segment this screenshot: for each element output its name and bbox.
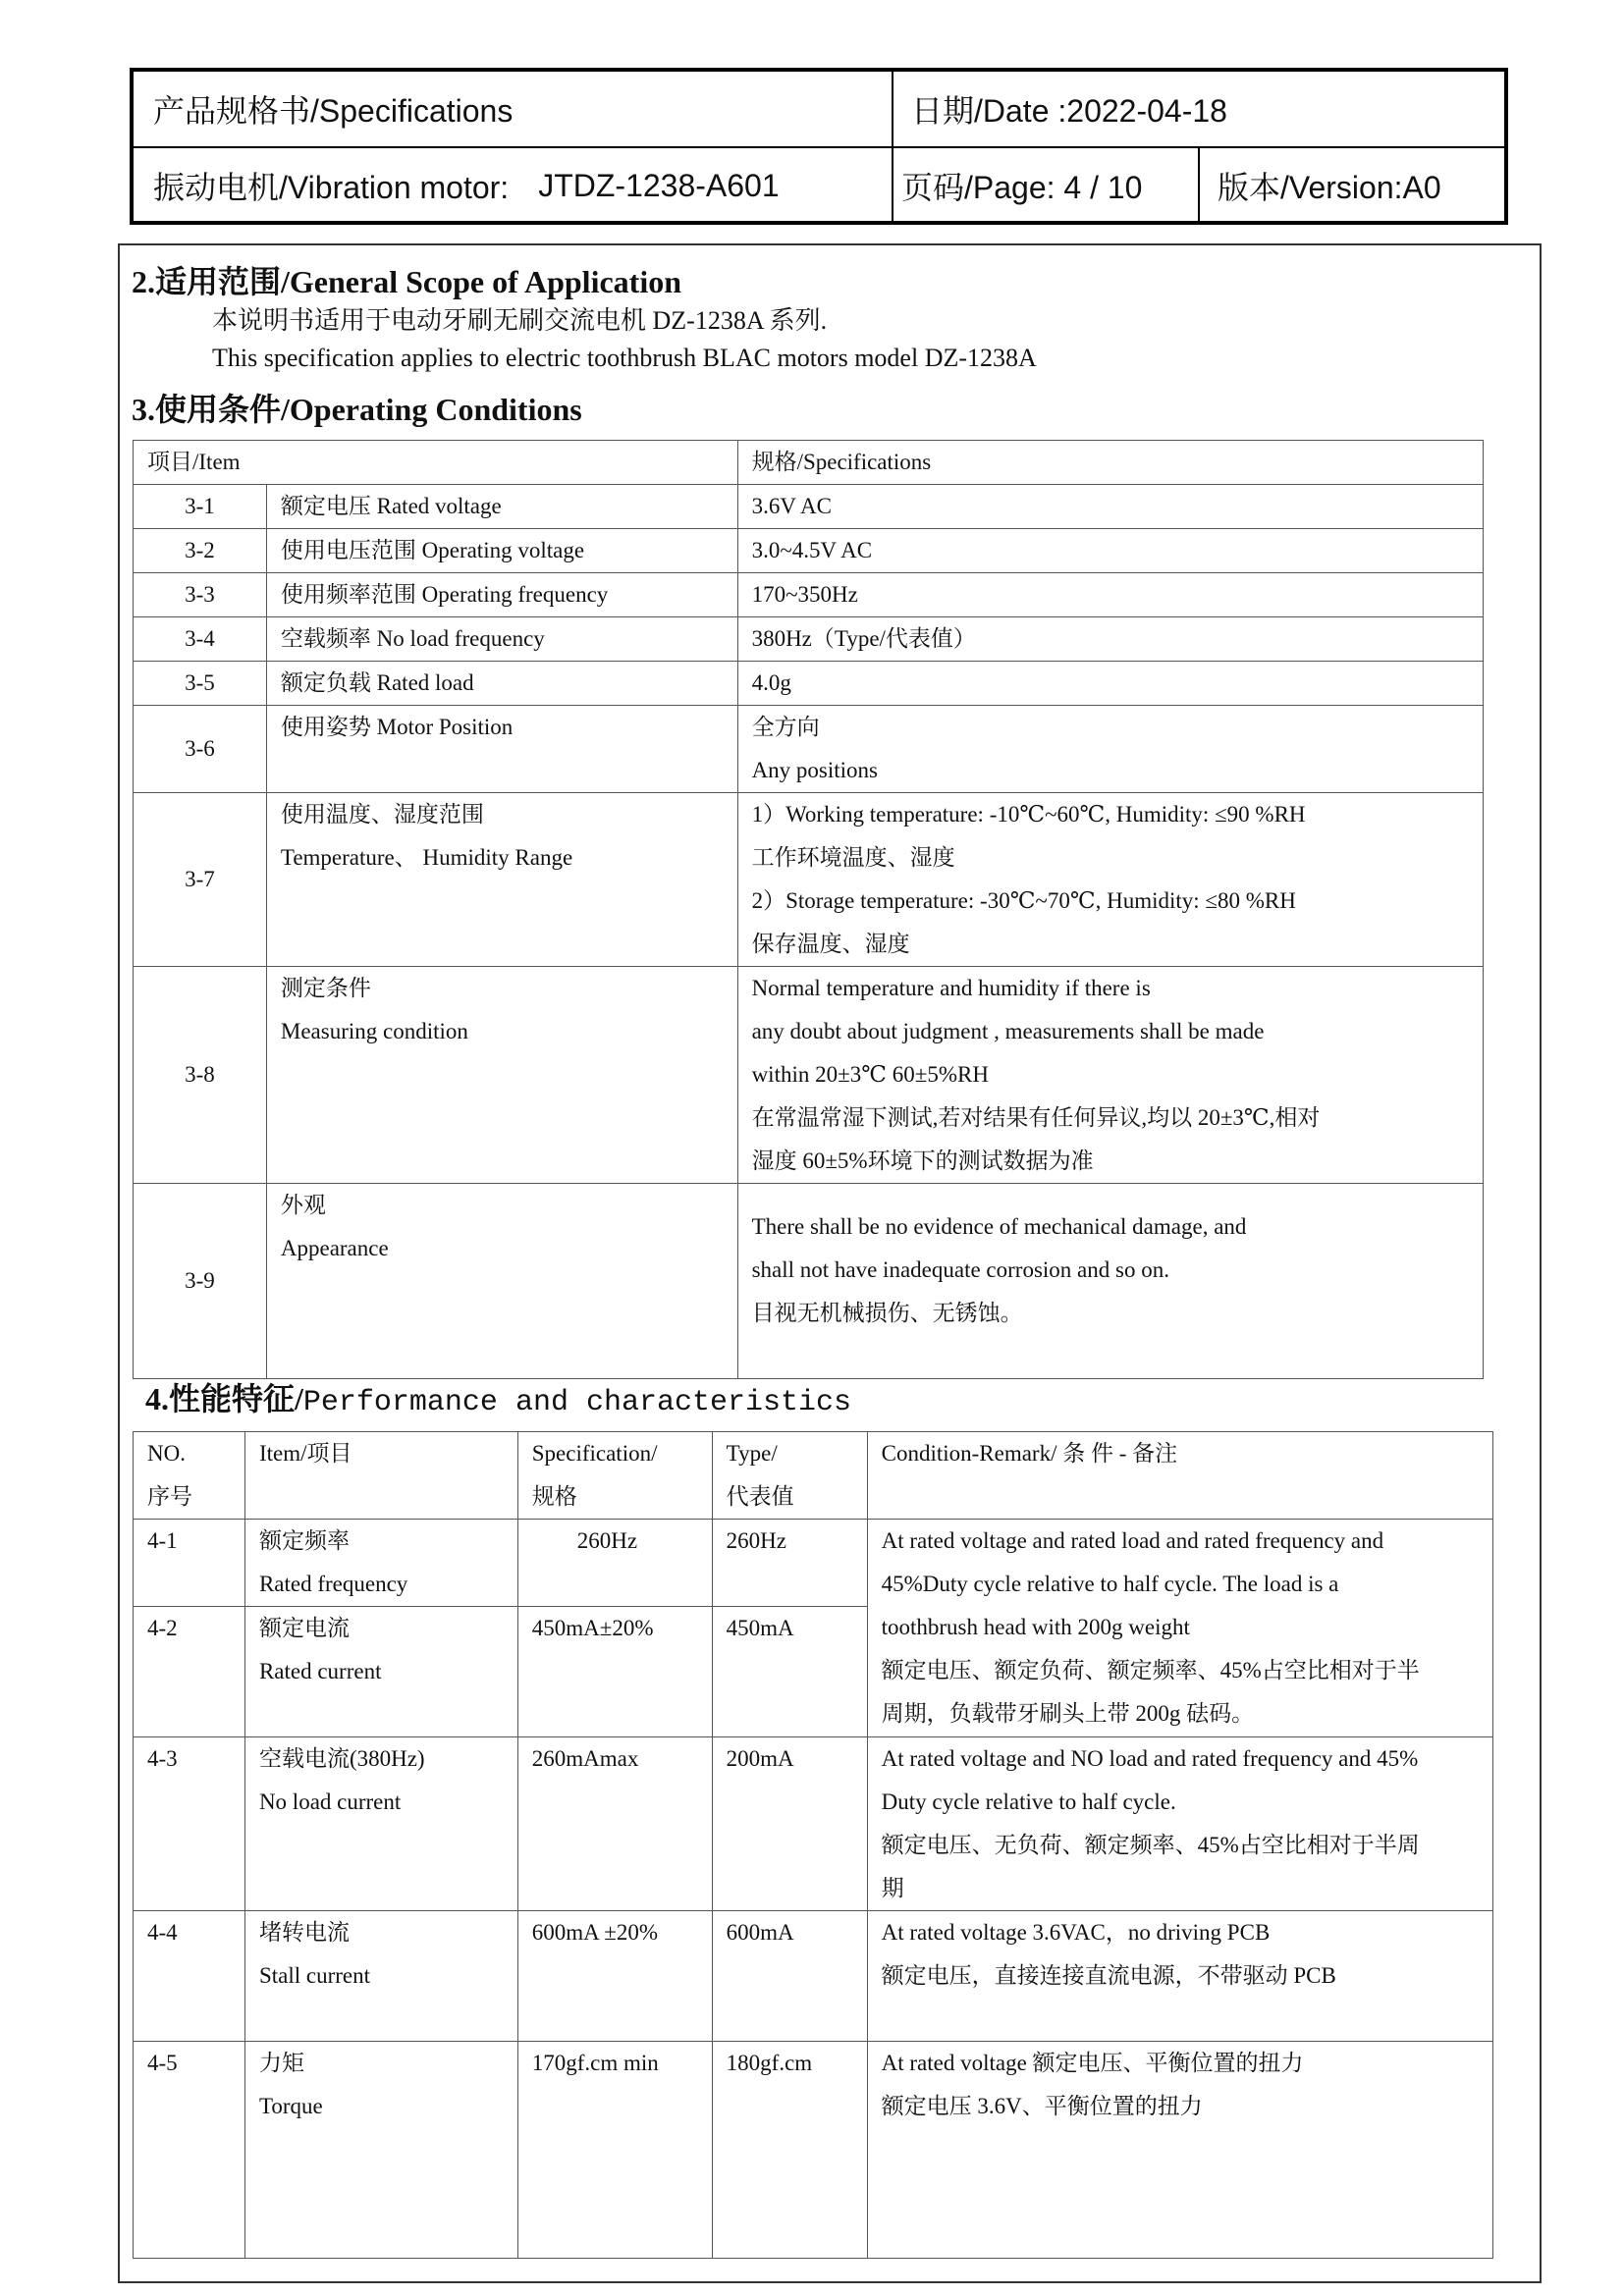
row-number: 4-5	[134, 2042, 245, 2259]
model-number: JTDZ-1238-A601	[538, 167, 780, 203]
table-row	[134, 1737, 1493, 1911]
row-remark	[867, 1737, 1492, 1911]
cell-line: 湿度 60±5%环境下的测试数据为准	[751, 1148, 1094, 1173]
date-label: 日期/Date :2022-04-18	[911, 93, 1227, 129]
cell-line: 45%Duty cycle relative to half cycle. The load is a	[881, 1572, 1339, 1596]
cell-line: Rated current	[258, 1659, 382, 1683]
cell-line: 规格	[531, 1484, 577, 1509]
table-row	[134, 967, 1484, 1184]
cell-line: 3.0~4.5V AC	[751, 538, 873, 562]
cell-line: At rated voltage 3.6VAC，no driving PCB	[881, 1920, 1271, 1945]
row-item	[244, 1520, 517, 1607]
cell-line: 全方向	[751, 715, 820, 739]
header-item	[244, 1432, 517, 1520]
header-spec: 规格/Specifications	[737, 441, 1483, 485]
cell-line: 额定电压、无负荷、额定频率、45%占空比相对于半周	[881, 1833, 1420, 1857]
row-number: 3-5	[134, 662, 267, 706]
table-row	[134, 793, 1484, 967]
cell-line: At rated voltage and NO load and rated frequency and 45%	[881, 1746, 1419, 1771]
row-spec	[737, 529, 1483, 573]
row-spec	[737, 706, 1483, 793]
cell-line: 空载频率 No load frequency	[280, 626, 545, 651]
cell-line: 3.6V AC	[751, 494, 832, 518]
table-row	[134, 1520, 1493, 1607]
operating-conditions-table	[133, 440, 1484, 1379]
cell-line: Measuring condition	[280, 1019, 468, 1043]
table-row	[134, 2042, 1493, 2259]
row-item	[266, 706, 737, 793]
row-spec: 260mAmax	[517, 1737, 712, 1911]
section-4-title-en: Performance and characteristics	[302, 1386, 851, 1419]
cell-line: toothbrush head with 200g weight	[881, 1615, 1190, 1639]
row-number: 3-1	[134, 485, 267, 529]
cell-line: 额定电压 Rated voltage	[280, 494, 502, 518]
cell-line: within 20±3℃ 60±5%RH	[751, 1062, 989, 1087]
product-label: 振动电机/Vibration motor:	[153, 170, 510, 205]
cell-line: Type/	[726, 1441, 778, 1466]
row-spec	[737, 573, 1483, 617]
table-row	[134, 706, 1484, 793]
row-type: 450mA	[712, 1607, 867, 1737]
cell-line: 力矩	[258, 2051, 304, 2075]
cell-line: No load current	[258, 1789, 402, 1814]
header-spec	[517, 1432, 712, 1520]
section-2-title: 2.适用范围/General Scope of Application	[132, 264, 682, 299]
header-no	[134, 1432, 245, 1520]
row-spec	[737, 617, 1483, 662]
performance-table	[133, 1431, 1493, 2259]
table-header-row	[134, 441, 1484, 485]
table-row	[134, 529, 1484, 573]
cell-line: Item/项目	[258, 1441, 352, 1466]
cell-line: 170~350Hz	[751, 582, 858, 607]
cell-line: Duty cycle relative to half cycle.	[881, 1789, 1176, 1814]
spec-title: 产品规格书/Specifications	[153, 93, 514, 129]
scope-text-cn: 本说明书适用于电动牙刷无刷交流电机 DZ-1238A 系列.	[212, 306, 828, 335]
row-spec: 260Hz	[517, 1520, 712, 1607]
row-type: 180gf.cm	[712, 2042, 867, 2259]
header-remark	[867, 1432, 1492, 1520]
row-item	[266, 529, 737, 573]
row-item	[266, 617, 737, 662]
row-item	[244, 2042, 517, 2259]
cell-line: 额定电压，直接连接直流电源，不带驱动 PCB	[881, 1963, 1336, 1988]
row-spec	[737, 967, 1483, 1184]
row-spec: 600mA ±20%	[517, 1911, 712, 2042]
section-4-title-cn: 4.性能特征/	[145, 1381, 303, 1416]
cell-line: 代表值	[726, 1484, 794, 1509]
cell-line: 4.0g	[751, 670, 791, 695]
cell-line: 额定频率	[258, 1528, 350, 1553]
cell-line: 1）Working temperature: -10℃~60℃, Humidity: ≤90 %RH	[751, 802, 1306, 827]
row-number: 4-3	[134, 1737, 245, 1911]
cell-line: Specification/	[531, 1441, 658, 1466]
cell-line: 在常温常湿下测试,若对结果有任何异议,均以 20±3℃,相对	[751, 1105, 1321, 1130]
cell-line: 期	[881, 1876, 904, 1900]
cell-line: 空载电流(380Hz)	[258, 1746, 425, 1771]
row-spec	[737, 662, 1483, 706]
row-type: 600mA	[712, 1911, 867, 2042]
row-number: 3-2	[134, 529, 267, 573]
table-header-row	[134, 1432, 1493, 1520]
table-row	[134, 1184, 1484, 1379]
row-remark	[867, 2042, 1492, 2259]
cell-line: Appearance	[280, 1236, 389, 1260]
cell-line: Any positions	[751, 758, 878, 782]
cell-line: Rated frequency	[258, 1572, 408, 1596]
section-3-title: 3.使用条件/Operating Conditions	[132, 392, 582, 427]
scope-text-en: This specification applies to electric toothbrush BLAC motors model DZ-1238A	[212, 344, 1037, 372]
cell-line: Stall current	[258, 1963, 370, 1988]
table-row	[134, 617, 1484, 662]
cell-line: NO.	[147, 1441, 186, 1466]
cell-line: Temperature、 Humidity Range	[280, 845, 573, 870]
row-item	[266, 967, 737, 1184]
row-item	[266, 1184, 737, 1379]
row-number: 4-1	[134, 1520, 245, 1607]
row-number: 3-4	[134, 617, 267, 662]
cell-line: 目视无机械损伤、无锈蚀。	[751, 1301, 1023, 1325]
cell-line: 序号	[147, 1484, 192, 1509]
cell-line: 额定电压 3.6V、平衡位置的扭力	[881, 2094, 1203, 2118]
row-item	[244, 1607, 517, 1737]
cell-line: any doubt about judgment , measurements shall be made	[751, 1019, 1265, 1043]
cell-line: Normal temperature and humidity if there is	[751, 976, 1151, 1000]
row-spec: 170gf.cm min	[517, 2042, 712, 2259]
product-name	[134, 148, 892, 223]
table-row	[134, 573, 1484, 617]
page-number: 页码/Page: 4 / 10	[901, 170, 1143, 205]
row-item	[244, 1737, 517, 1911]
row-number: 3-6	[134, 706, 267, 793]
row-remark	[867, 1911, 1492, 2042]
row-spec	[737, 1184, 1483, 1379]
row-item	[266, 573, 737, 617]
table-row	[134, 485, 1484, 529]
cell-line: 周期，负载带牙刷头上带 200g 砝码。	[881, 1701, 1255, 1726]
cell-line: 380Hz（Type/代表值）	[751, 626, 976, 651]
cell-line: 外观	[280, 1193, 326, 1217]
cell-line: 测定条件	[280, 976, 371, 1000]
row-type: 260Hz	[712, 1520, 867, 1607]
row-item	[266, 793, 737, 967]
section-4-title	[145, 1374, 851, 1419]
version-label: 版本/Version:A0	[1218, 170, 1441, 205]
cell-line: At rated voltage and rated load and rated frequency and	[881, 1528, 1384, 1553]
row-number: 3-3	[134, 573, 267, 617]
row-remark	[867, 1520, 1492, 1737]
cell-line: 使用电压范围 Operating voltage	[280, 538, 585, 562]
row-item	[266, 485, 737, 529]
row-number: 4-4	[134, 1911, 245, 2042]
document-header	[130, 68, 1508, 225]
row-number: 3-8	[134, 967, 267, 1184]
row-number: 4-2	[134, 1607, 245, 1737]
row-item	[266, 662, 737, 706]
cell-line: 堵转电流	[258, 1920, 350, 1945]
row-number: 3-9	[134, 1184, 267, 1379]
row-number: 3-7	[134, 793, 267, 967]
row-spec	[737, 793, 1483, 967]
row-type: 200mA	[712, 1737, 867, 1911]
header-type	[712, 1432, 867, 1520]
cell-line: 额定负载 Rated load	[280, 670, 474, 695]
cell-line: 使用姿势 Motor Position	[280, 715, 514, 739]
cell-line: 2）Storage temperature: -30℃~70℃, Humidity: ≤80 %RH	[751, 888, 1296, 913]
row-item	[244, 1911, 517, 2042]
cell-line: 保存温度、湿度	[751, 932, 910, 956]
table-row	[134, 1911, 1493, 2042]
table-row	[134, 662, 1484, 706]
performance-body	[134, 1432, 1493, 2259]
cell-line: 使用频率范围 Operating frequency	[280, 582, 609, 607]
cell-line: Condition-Remark/ 条 件 - 备注	[881, 1441, 1178, 1466]
operating-conditions-body	[134, 441, 1484, 1379]
header-item: 项目/Item	[134, 441, 738, 485]
cell-line: 工作环境温度、湿度	[751, 845, 955, 870]
row-spec: 450mA±20%	[517, 1607, 712, 1737]
row-spec	[737, 485, 1483, 529]
cell-line: 额定电流	[258, 1616, 350, 1640]
cell-line: 额定电压、额定负荷、额定频率、45%占空比相对于半	[881, 1658, 1420, 1682]
cell-line: shall not have inadequate corrosion and so on.	[751, 1257, 1169, 1282]
cell-line: At rated voltage 额定电压、平衡位置的扭力	[881, 2051, 1304, 2075]
cell-line: 使用温度、湿度范围	[280, 802, 484, 827]
cell-line: Torque	[258, 2094, 323, 2118]
cell-line: There shall be no evidence of mechanical damage, and	[751, 1214, 1247, 1239]
